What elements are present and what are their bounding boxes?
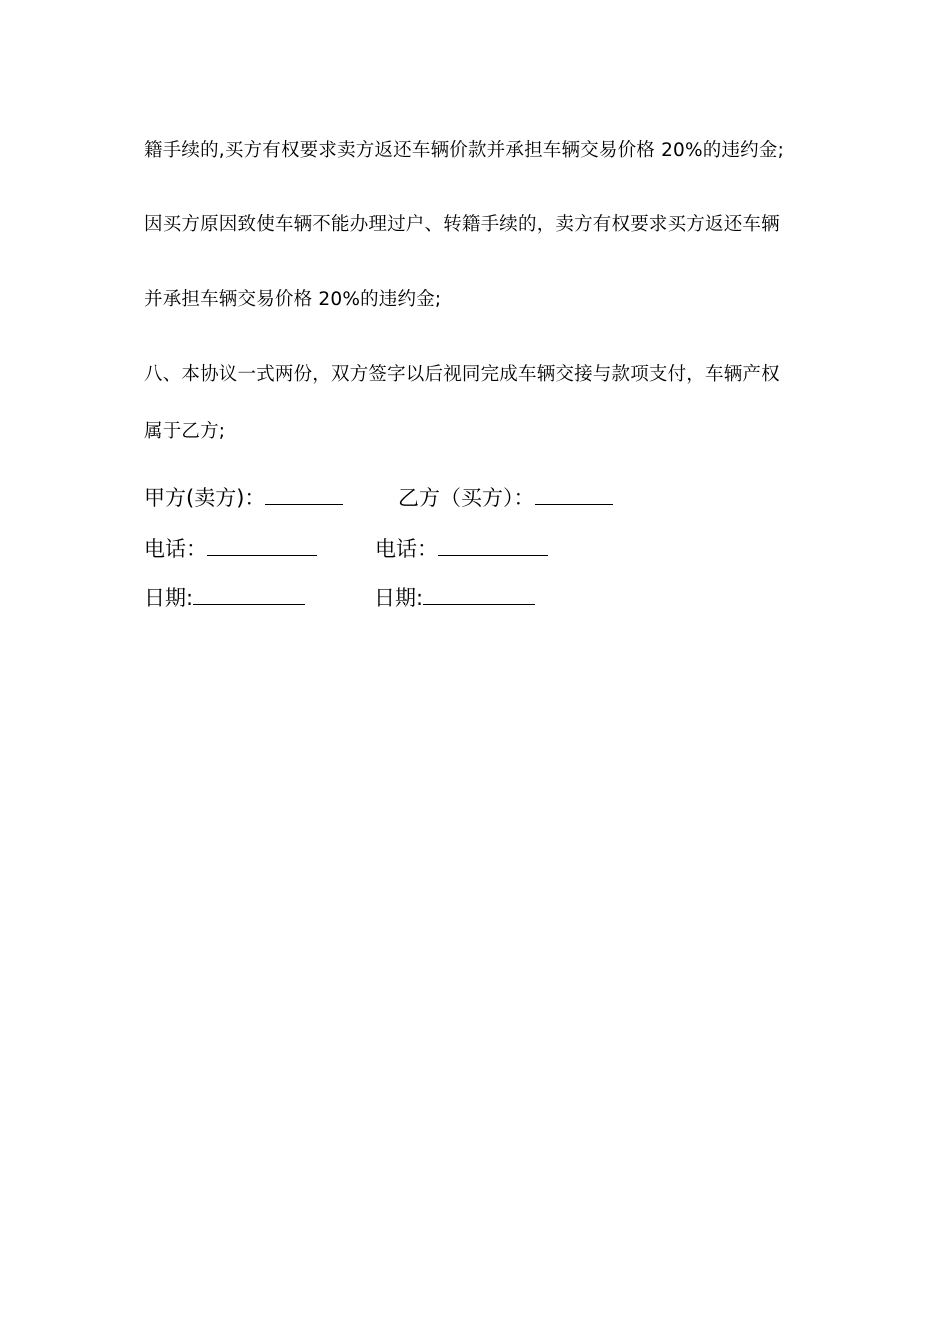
party-b-phone (375, 535, 548, 563)
clause-line-1: 籍手续的,买方有权要求卖方返还车辆价款并承担车辆交易价格 20%的违约金; (144, 140, 785, 161)
party-b-blank[interactable] (535, 484, 613, 505)
date-b-blank[interactable] (423, 584, 535, 605)
party-a-date (144, 584, 305, 612)
date-b-label: 日期: (374, 586, 424, 610)
date-a-label: 日期: (144, 586, 194, 610)
party-a-phone (144, 535, 317, 563)
clause-line-3: 并承担车辆交易价格 20%的违约金; (144, 289, 442, 310)
clause-eight-line-1: 八、本协议一式两份，双方签字以后视同完成车辆交接与款项支付，车辆产权 (144, 364, 780, 385)
clause-eight-line-2: 属于乙方; (144, 421, 226, 442)
party-a-label: 甲方(卖方)： (144, 486, 266, 510)
party-a-signature (144, 484, 343, 512)
phone-a-blank[interactable] (207, 535, 317, 556)
party-a-blank[interactable] (265, 484, 343, 505)
clause-line-2: 因买方原因致使车辆不能办理过户、转籍手续的，卖方有权要求买方返还车辆 (144, 214, 780, 235)
party-b-signature (398, 484, 613, 512)
party-b-label: 乙方（买方）： (398, 486, 535, 510)
party-b-date (374, 584, 535, 612)
phone-b-label: 电话： (375, 537, 438, 561)
phone-b-blank[interactable] (438, 535, 548, 556)
date-a-blank[interactable] (193, 584, 305, 605)
phone-a-label: 电话： (144, 537, 207, 561)
